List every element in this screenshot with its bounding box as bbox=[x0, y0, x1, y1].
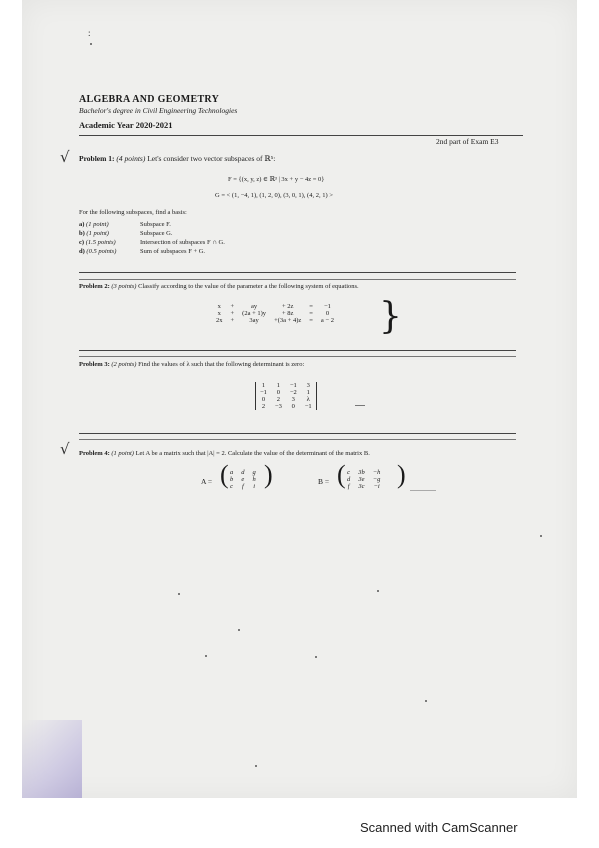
problem2-label: Problem 2: bbox=[79, 283, 110, 290]
problem1-item-b-text: Subspace G. bbox=[140, 230, 173, 237]
eq-term: + bbox=[230, 317, 235, 324]
matrix-cell: d bbox=[347, 476, 351, 483]
matrix-cell: e bbox=[241, 476, 245, 483]
matrix-cell: 0 bbox=[276, 389, 280, 396]
eq-term: + bbox=[230, 303, 235, 310]
matrix-cell: d bbox=[241, 469, 245, 476]
matrix-cell: −h bbox=[372, 469, 381, 476]
problem4-rule-top bbox=[79, 439, 516, 440]
right-paren: ) bbox=[264, 460, 273, 489]
item-key: b) bbox=[79, 230, 85, 237]
matrix-cell: c bbox=[347, 469, 351, 476]
matrix-cell: c bbox=[230, 483, 234, 490]
problem1-label: Problem 1: bbox=[79, 154, 115, 163]
eq-term: + bbox=[230, 310, 235, 317]
academic-year: Academic Year 2020-2021 bbox=[79, 120, 173, 130]
problem2-points: (3 points) bbox=[111, 283, 137, 290]
problem4-heading bbox=[79, 450, 370, 457]
problem1-item-c-text: Intersection of subspaces F ∩ G. bbox=[140, 239, 225, 246]
matrix-cell: −1 bbox=[260, 389, 267, 396]
left-paren: ( bbox=[220, 460, 229, 489]
problem4-points: (1 point) bbox=[111, 450, 134, 457]
matrix-cell: 0 bbox=[291, 403, 295, 410]
degree-subtitle: Bachelor's degree in Civil Engineering Technologies bbox=[79, 106, 238, 115]
matrix-cell: 2 bbox=[261, 403, 266, 410]
eq-term: 0 bbox=[325, 310, 330, 317]
eq-term: x bbox=[217, 310, 221, 317]
matrix-row bbox=[343, 476, 384, 483]
problem1-heading bbox=[79, 154, 275, 163]
matrix-cell: 1 bbox=[276, 382, 280, 389]
problem2-text: Classify according to the value of the parameter a the following system of equations. bbox=[138, 283, 359, 290]
problem3-label: Problem 3: bbox=[79, 361, 110, 368]
problem1-points: (4 points) bbox=[116, 154, 146, 163]
stray-mark: : bbox=[88, 28, 91, 38]
check-mark-icon: √ bbox=[60, 148, 70, 166]
problem3-rule-top bbox=[79, 356, 516, 357]
matrix-cell: 3 bbox=[291, 396, 295, 403]
header-rule bbox=[79, 135, 523, 136]
left-paren: ( bbox=[337, 460, 346, 489]
matrix-cell: 3 bbox=[306, 382, 310, 389]
matrix-cell: 3b bbox=[358, 469, 365, 476]
matrix-row bbox=[343, 483, 384, 490]
matrix-cell: −3 bbox=[274, 403, 282, 410]
pencil-mark bbox=[355, 405, 365, 406]
problem3-text: Find the values of λ such that the following determinant is zero: bbox=[138, 361, 305, 368]
problem1-item-a bbox=[79, 221, 109, 228]
matrix-cell: h bbox=[252, 476, 256, 483]
problem1-item-d bbox=[79, 248, 116, 255]
matrix-cell: i bbox=[253, 483, 256, 490]
problem2-rule-top bbox=[79, 279, 516, 280]
matrix-cell: b bbox=[230, 476, 234, 483]
matrix-row bbox=[343, 469, 384, 476]
problem1-rule bbox=[79, 272, 516, 273]
stray-dot bbox=[425, 700, 427, 702]
stray-dot bbox=[205, 655, 207, 657]
problem1-item-d-text: Sum of subspaces F + G. bbox=[140, 248, 206, 255]
equation-row bbox=[212, 310, 338, 317]
problem4-label: Problem 4: bbox=[79, 450, 110, 457]
course-title: ALGEBRA AND GEOMETRY bbox=[79, 94, 220, 105]
subspace-G-definition: G = < (1, −4, 1), (1, 2, 0), (3, 0, 1), (4, 2, 1) > bbox=[215, 192, 333, 199]
matrix-cell: 1 bbox=[306, 389, 310, 396]
matrix-row bbox=[226, 483, 260, 490]
problem1-item-a-text: Subspace F. bbox=[140, 221, 171, 228]
stray-dot bbox=[377, 590, 379, 592]
equation-row bbox=[212, 317, 338, 324]
item-points: (0.5 points) bbox=[86, 248, 117, 255]
stray-dot bbox=[315, 656, 317, 658]
matrix-cell: −1 bbox=[304, 403, 312, 410]
matrix-cell: −2 bbox=[289, 389, 297, 396]
pencil-mark bbox=[410, 490, 436, 491]
eq-term: = bbox=[309, 317, 313, 324]
problem3-heading bbox=[79, 361, 304, 368]
eq-term: 2x bbox=[216, 317, 223, 324]
eq-term: (2a + 1)y bbox=[242, 310, 267, 317]
matrix-B bbox=[337, 460, 406, 503]
problem2-rule bbox=[79, 350, 516, 351]
matrix-row bbox=[256, 389, 317, 396]
stray-dot bbox=[238, 629, 240, 631]
matrix-row bbox=[256, 382, 317, 389]
item-points: (1.5 points) bbox=[85, 239, 116, 246]
matrix-A-label: A = bbox=[201, 477, 213, 486]
matrix-cell: a bbox=[230, 469, 234, 476]
stray-dot bbox=[255, 765, 257, 767]
stray-dot bbox=[540, 535, 542, 537]
matrix-cell: 0 bbox=[261, 396, 266, 403]
matrix-row bbox=[256, 403, 317, 410]
matrix-cell: −i bbox=[373, 483, 380, 490]
stray-dot bbox=[178, 593, 180, 595]
exam-part: 2nd part of Exam E3 bbox=[436, 137, 499, 146]
matrix-cell: −g bbox=[372, 476, 381, 483]
item-key: c) bbox=[79, 239, 85, 246]
eq-term: = bbox=[309, 303, 313, 310]
matrix-cell: 3c bbox=[358, 483, 365, 490]
problem1-item-b bbox=[79, 230, 109, 237]
eq-term: +(3a + 4)z bbox=[274, 317, 302, 324]
eq-term: 3ay bbox=[249, 317, 259, 324]
matrix-cell: 3e bbox=[358, 476, 365, 483]
problem3-points: (2 points) bbox=[111, 361, 137, 368]
problem1-intro: For the following subspaces, find a basis: bbox=[79, 209, 187, 216]
problem4-text: Let A be a matrix such that |A| = 2. Calculate the value of the determinant of the matrix B. bbox=[135, 450, 370, 457]
system-brace: } bbox=[379, 296, 402, 337]
eq-term: ay bbox=[251, 303, 258, 310]
problem2-heading bbox=[79, 283, 359, 290]
item-points: (1 point) bbox=[86, 221, 109, 228]
matrix-cell: g bbox=[252, 469, 256, 476]
matrix-row bbox=[226, 476, 260, 483]
subspace-F-definition: F = {(x, y, z) ∈ ℝ³ | 3x + y − 4z = 0} bbox=[228, 176, 325, 183]
matrix-row bbox=[256, 396, 317, 403]
scanner-watermark: Scanned with CamScanner bbox=[360, 820, 518, 835]
matrix-cell: −1 bbox=[289, 382, 297, 389]
check-mark-icon: √ bbox=[60, 440, 70, 458]
problem1-text: Let's consider two vector subspaces of ℝ⁵: bbox=[147, 154, 276, 163]
item-key: d) bbox=[79, 248, 85, 255]
eq-term: + 8z bbox=[281, 310, 294, 317]
right-paren: ) bbox=[397, 460, 406, 489]
equation-row bbox=[212, 303, 338, 310]
item-points: (1 point) bbox=[86, 230, 109, 237]
matrix-A bbox=[220, 460, 273, 503]
eq-term: −1 bbox=[323, 303, 331, 310]
scan-shadow bbox=[22, 720, 82, 798]
eq-term: + 2z bbox=[281, 303, 294, 310]
eq-term: a − 2 bbox=[320, 317, 334, 324]
problem1-item-c bbox=[79, 239, 116, 246]
matrix-cell: f bbox=[241, 483, 244, 490]
stray-dot bbox=[90, 43, 92, 45]
matrix-cell: f bbox=[347, 483, 350, 490]
item-key: a) bbox=[79, 221, 85, 228]
matrix-row bbox=[226, 469, 260, 476]
problem3-rule bbox=[79, 433, 516, 434]
matrix-cell: 2 bbox=[276, 396, 280, 403]
eq-term: x bbox=[217, 303, 221, 310]
equation-system bbox=[212, 303, 338, 324]
matrix-cell: 1 bbox=[261, 382, 266, 389]
determinant bbox=[255, 382, 317, 410]
matrix-B-label: B = bbox=[318, 477, 330, 486]
eq-term: = bbox=[309, 310, 313, 317]
matrix-cell: λ bbox=[306, 396, 310, 403]
